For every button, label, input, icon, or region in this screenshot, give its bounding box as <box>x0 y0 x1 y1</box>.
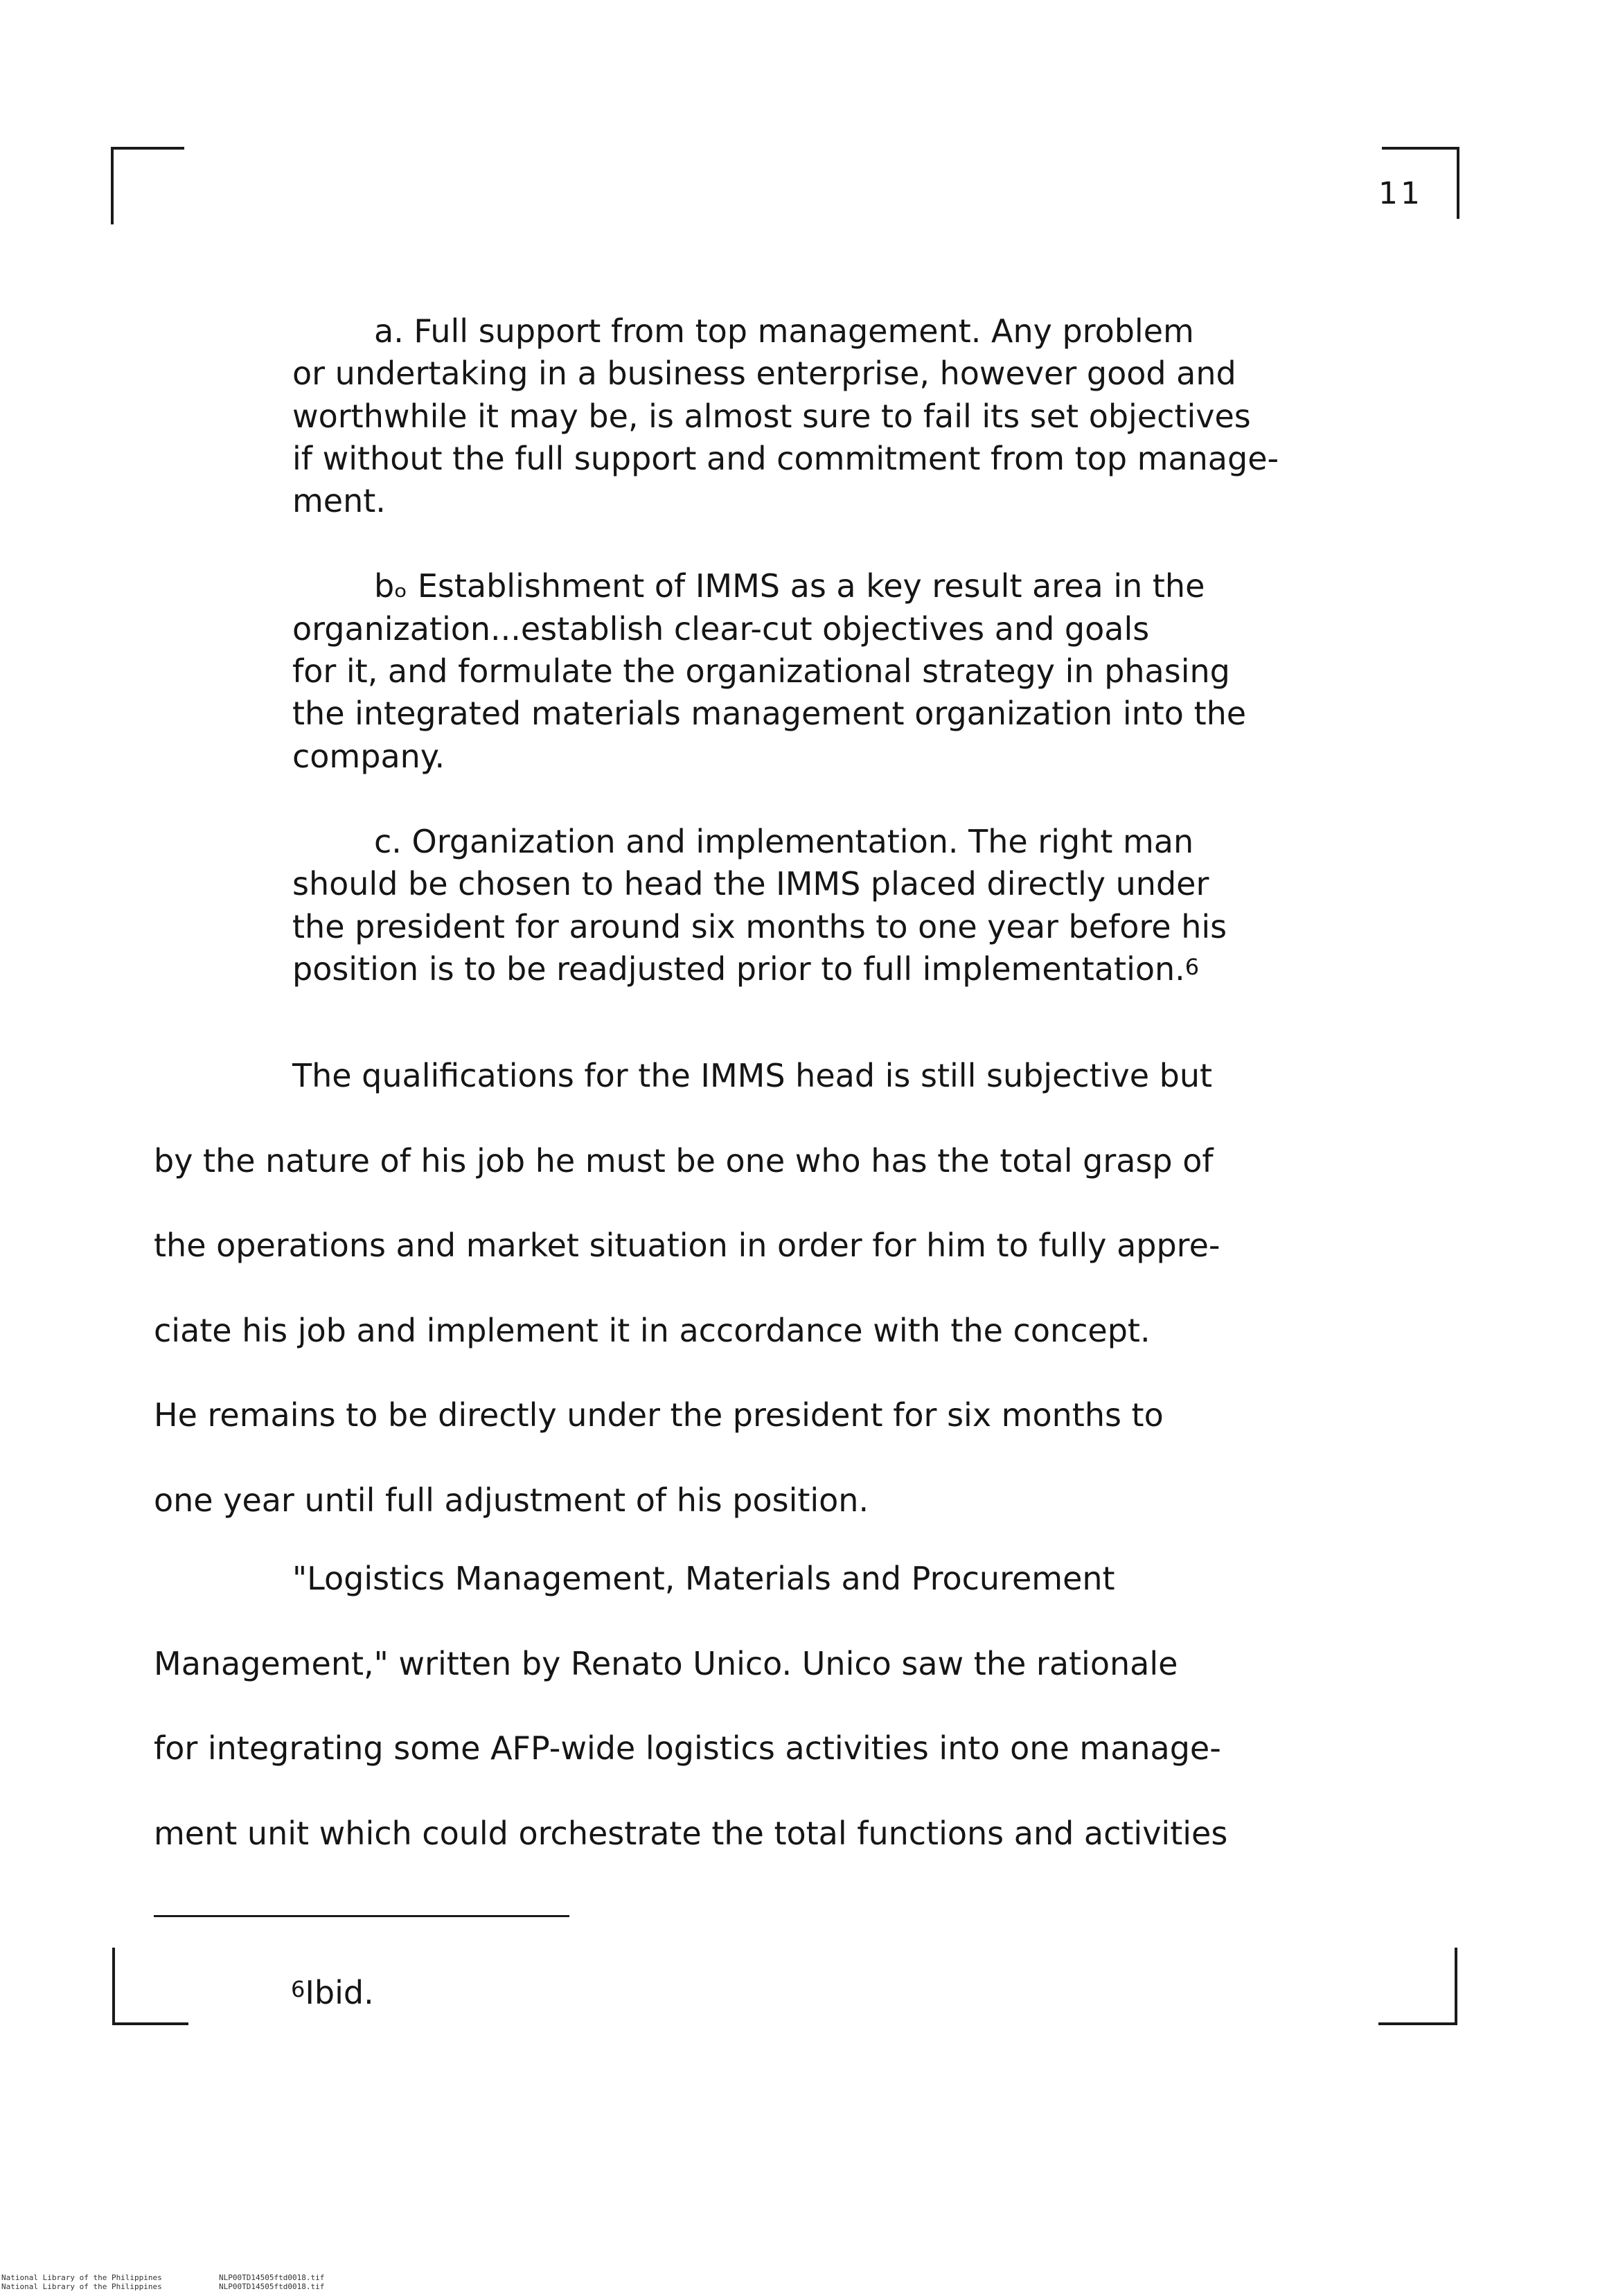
text-line: ment unit which could orchestrate the total functions and activities <box>154 1814 1228 1852</box>
text-line: a. Full support from top management. Any problem <box>374 312 1194 350</box>
footnote-text: Ibid. <box>305 1974 374 2011</box>
list-item-a <box>292 310 1279 522</box>
text-line: Management," written by Renato Unico. Unico saw the rationale <box>154 1644 1178 1682</box>
archive-stamp-library <box>1 2273 162 2291</box>
text-line: for integrating some AFP-wide logistics activities into one manage- <box>154 1729 1221 1767</box>
archive-line: NLP00TD14505ftd0018.tif <box>219 2282 325 2291</box>
body-paragraph <box>154 1536 1227 1876</box>
list-item-b <box>292 565 1279 777</box>
crop-mark-top-left-h <box>111 147 184 150</box>
crop-mark-top-right-v <box>1457 147 1459 219</box>
crop-mark-bottom-right-h <box>1378 2022 1457 2025</box>
text-line: should be chosen to head the IMMS placed directly under <box>292 865 1209 903</box>
text-line: He remains to be directly under the president for six months to <box>154 1396 1164 1434</box>
text-line: or undertaking in a business enterprise, however good and <box>292 355 1236 393</box>
text-line: ciate his job and implement it in accordance with the concept. <box>154 1311 1151 1349</box>
text-line: if without the full support and commitment from top manage- <box>292 439 1279 477</box>
text-line: position is to be readjusted prior to full implementation. <box>292 950 1185 988</box>
archive-line: National Library of the Philippines <box>1 2273 162 2282</box>
page-number: 11 <box>1378 176 1423 211</box>
text-line: worthwhile it may be, is almost sure to fail its set objectives <box>292 397 1251 435</box>
archive-stamp-filename <box>219 2273 324 2291</box>
crop-mark-bottom-right-v <box>1455 1948 1457 2025</box>
body-paragraph <box>154 1033 1220 1542</box>
text-line: The qualifications for the IMMS head is still subjective but <box>292 1057 1213 1094</box>
crop-mark-top-right-h <box>1382 147 1459 150</box>
text-line-with-footnote <box>292 948 1279 990</box>
crop-mark-bottom-left-h <box>112 2022 188 2025</box>
text-line: one year until full adjustment of his position. <box>154 1481 869 1519</box>
text-line: by the nature of his job he must be one who has the total grasp of <box>154 1141 1214 1180</box>
archive-line: NLP00TD14505ftd0018.tif <box>219 2273 325 2282</box>
text-line: the president for around six months to one year before his <box>292 907 1227 945</box>
footnote-reference: 6 <box>1184 953 1200 980</box>
text-line: company. <box>292 737 445 775</box>
archive-line: National Library of the Philippines <box>1 2282 162 2291</box>
text-line: c. Organization and implementation. The right man <box>374 822 1194 860</box>
footnote-divider <box>154 1915 569 1917</box>
footnote-number: 6 <box>291 1976 305 2002</box>
text-line: "Logistics Management, Materials and Procurement <box>292 1560 1115 1597</box>
text-line: organization...establish clear-cut objectives and goals <box>292 609 1150 648</box>
text-line: the integrated materials management organization into the <box>292 695 1247 733</box>
text-line: bₒ Establishment of IMMS as a key result area in the <box>374 567 1205 605</box>
list-items <box>292 310 1279 1033</box>
text-line: for it, and formulate the organizational strategy in phasing <box>292 652 1230 691</box>
crop-mark-top-left-v <box>111 147 114 224</box>
footnote <box>291 1974 374 2011</box>
text-line: ment. <box>292 482 386 520</box>
text-line: the operations and market situation in order for him to fully appre- <box>154 1227 1220 1264</box>
list-item-c <box>292 821 1279 990</box>
crop-mark-bottom-left-v <box>112 1948 115 2025</box>
